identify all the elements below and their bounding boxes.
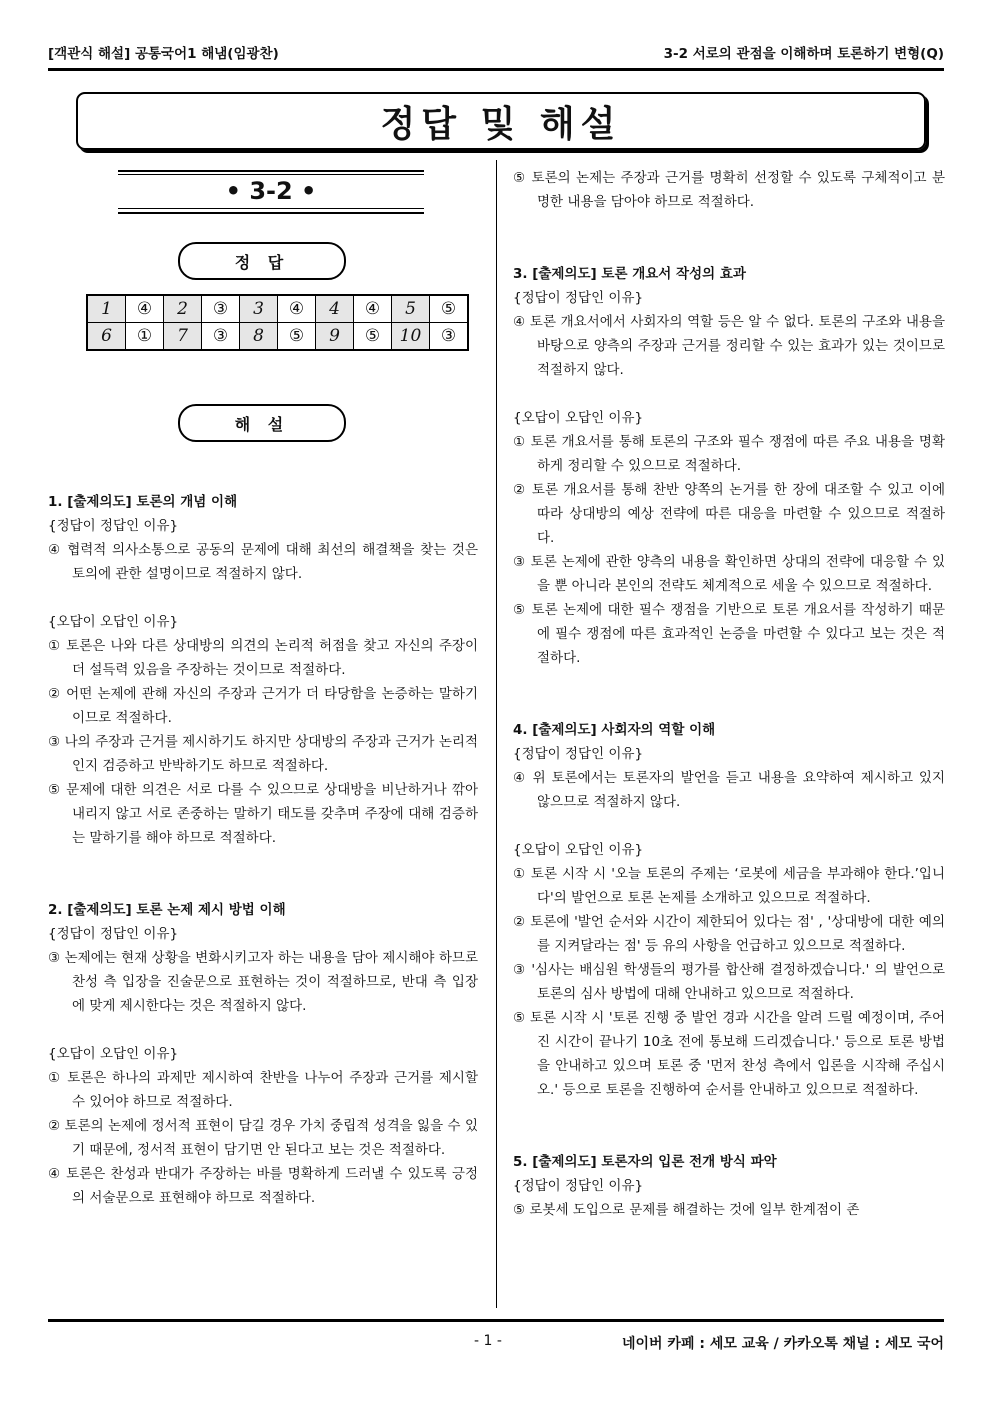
section-title: 5. [출제의도] 토론자의 입론 전개 방식 파악 [513, 1154, 777, 1170]
answer-row [87, 323, 468, 351]
explanation-item: ⑤ 로봇세 도입으로 문제를 해결하는 것에 일부 한계점이 존 [513, 1202, 860, 1218]
unit-band [118, 170, 424, 214]
explanation-item: ④ 토론 개요서에서 사회자의 역할 등은 알 수 없다. 토론의 구조와 내용을 바탕으로 양측의 주장과 근거를 정리할 수 있는 효과가 있는 것이므로 적절하지 않다. [513, 314, 945, 378]
answer-value: ④ [278, 295, 316, 323]
correct-label: {정답이 정답인 이유} [513, 1178, 644, 1194]
explanation-item: ③ 토론 논제에 관한 양측의 내용을 확인하면 상대의 전략에 대응할 수 있을 뿐 아니라 본인의 전략도 체계적으로 세울 수 있으므로 적절하다. [513, 554, 945, 594]
section-title: 1. [출제의도] 토론의 개념 이해 [48, 494, 238, 510]
page-number: - 1 - [474, 1333, 502, 1349]
answer-value: ④ [126, 295, 164, 323]
question-number: 4 [316, 295, 354, 323]
question-number: 8 [240, 323, 278, 351]
explanation-item: ② 토론 개요서를 통해 찬반 양쪽의 논거를 한 장에 대조할 수 있고 이에 따라 상대방의 예상 전략에 따른 대응을 마련할 수 있으므로 적절하다. [513, 482, 945, 546]
question-number: 3 [240, 295, 278, 323]
correct-label: {정답이 정답인 이유} [48, 518, 179, 534]
wrong-label: {오답이 오답인 이유} [513, 410, 644, 426]
explanation-item: ③ 논제에는 현재 상황을 변화시키고자 하는 내용을 담아 제시해야 하므로 찬성 측 입장을 진술문으로 표현하는 것이 적절하므로, 반대 측 입장에 맞게 제시한다는 것은 적절하지 않다. [48, 950, 478, 1014]
header-left-text: [객관식 해설] 공통국어1 해냄(임광찬) [48, 46, 279, 62]
answer-value: ⑤ [430, 295, 469, 323]
explanation-item: ④ 위 토론에서는 토론자의 발언을 듣고 내용을 요약하여 제시하고 있지 않으므로 적절하지 않다. [513, 770, 945, 810]
question-number: 5 [392, 295, 430, 323]
answer-value: ③ [202, 323, 240, 351]
section-title: 3. [출제의도] 토론 개요서 작성의 효과 [513, 266, 746, 282]
answer-value: ⑤ [354, 323, 392, 351]
question-number: 9 [316, 323, 354, 351]
section-title: 2. [출제의도] 토론 논제 제시 방법 이해 [48, 902, 286, 918]
wrong-label: {오답이 오답인 이유} [513, 842, 644, 858]
wrong-label: {오답이 오답인 이유} [48, 1046, 179, 1062]
column-divider [496, 160, 497, 1308]
answer-heading: 정 답 [178, 242, 346, 280]
answer-value: ③ [202, 295, 240, 323]
question-number: 10 [392, 323, 430, 351]
header-right-text: 3-2 서로의 관점을 이해하며 토론하기 변형(Q) [663, 46, 944, 62]
explanation-item: ① 토론은 나와 다른 상대방의 의견의 논리적 허점을 찾고 자신의 주장이 더 설득력 있음을 주장하는 것이므로 적절하다. [48, 638, 478, 678]
explanation-item: ③ 나의 주장과 근거를 제시하기도 하지만 상대방의 주장과 근거가 논리적인지 검증하고 반박하기도 하므로 적절하다. [48, 734, 478, 774]
question-number: 1 [87, 295, 126, 323]
answer-value: ⑤ [278, 323, 316, 351]
answer-value: ③ [430, 323, 469, 351]
explanation-item: ⑤ 문제에 대한 의견은 서로 다를 수 있으므로 상대방을 비난하거나 깎아내리지 않고 서로 존중하는 말하기 태도를 갖추며 주장에 대해 검증하는 말하기를 해야 하므로 적절하다. [48, 782, 478, 846]
left-column [48, 490, 478, 1210]
section-title: 4. [출제의도] 사회자의 역할 이해 [513, 722, 716, 738]
explanation-item: ④ 토론은 찬성과 반대가 주장하는 바를 명확하게 드러낼 수 있도록 긍정의 서술문으로 표현해야 하므로 적절하다. [48, 1166, 478, 1206]
question-number: 2 [164, 295, 202, 323]
correct-label: {정답이 정답인 이유} [513, 746, 644, 762]
answer-value: ① [126, 323, 164, 351]
explanation-item: ⑤ 토론 논제에 대한 필수 쟁점을 기반으로 토론 개요서를 작성하기 때문에 필수 쟁점에 따른 효과적인 논증을 마련할 수 있다고 보는 것은 적절하다. [513, 602, 945, 666]
explanation-item: ③ '심사는 배심원 학생들의 평가를 합산해 결정하겠습니다.' 의 발언으로 토론의 심사 방법에 대해 안내하고 있으므로 적절하다. [513, 962, 945, 1002]
question-number: 6 [87, 323, 126, 351]
page-title: 정답 및 해설 [76, 92, 926, 150]
explanation-item: ① 토론은 하나의 과제만 제시하여 찬반을 나누어 주장과 근거를 제시할 수 있어야 하므로 적절하다. [48, 1070, 478, 1110]
header-divider [48, 68, 944, 71]
answer-table [86, 294, 469, 351]
explanation-heading: 해 설 [178, 404, 346, 442]
answer-value: ④ [354, 295, 392, 323]
page-header [48, 40, 944, 62]
explanation-item: ① 토론 시작 시 '오늘 토론의 주제는 ‘로봇에 세금을 부과해야 한다.’입니다'의 발언으로 토론 논제를 소개하고 있으므로 적절하다. [513, 866, 945, 906]
correct-label: {정답이 정답인 이유} [513, 290, 644, 306]
wrong-label: {오답이 오답인 이유} [48, 614, 179, 630]
explanation-item: ① 토론 개요서를 통해 토론의 구조와 필수 쟁점에 따른 주요 내용을 명확하게 정리할 수 있으므로 적절하다. [513, 434, 945, 474]
unit-label: • 3-2 • [225, 177, 317, 205]
answer-row [87, 295, 468, 323]
footer-credit: 네이버 카페 : 세모 교육 / 카카오톡 채널 : 세모 국어 [621, 1336, 944, 1352]
explanation-item: ② 토론의 논제에 정서적 표현이 담길 경우 가치 중립적 성격을 잃을 수 있기 때문에, 정서적 표현이 담기면 안 된다고 보는 것은 적절하다. [48, 1118, 478, 1158]
explanation-item: ⑤ 토론 시작 시 '토론 진행 중 발언 경과 시간을 알려 드릴 예정이며, 주어진 시간이 끝나기 10초 전에 통보해 드리겠습니다.' 등으로 토론 방법을 안내하고 있으며 토론 중 '먼저 찬성 측에서 입론을 시작해 주십시오.' 등으로 토론을 진행하여 순서를 안내하고 있으므로 적절하다. [513, 1010, 945, 1098]
footer-divider [48, 1319, 944, 1322]
explanation-item: ② 어떤 논제에 관해 자신의 주장과 근거가 더 타당함을 논증하는 말하기이므로 적절하다. [48, 686, 478, 726]
explanation-item: ④ 협력적 의사소통으로 공동의 문제에 대해 최선의 해결책을 찾는 것은 토의에 관한 설명이므로 적절하지 않다. [48, 542, 478, 582]
question-number: 7 [164, 323, 202, 351]
correct-label: {정답이 정답인 이유} [48, 926, 179, 942]
explanation-item: ⑤ 토론의 논제는 주장과 근거를 명확히 선정할 수 있도록 구체적이고 분명한 내용을 담아야 하므로 적절하다. [513, 170, 945, 210]
explanation-item: ② 토론에 '발언 순서와 시간이 제한되어 있다는 점' , '상대방에 대한 예의를 지켜달라는 점' 등 유의 사항을 언급하고 있으므로 적절하다. [513, 914, 945, 954]
right-column [513, 166, 945, 1222]
